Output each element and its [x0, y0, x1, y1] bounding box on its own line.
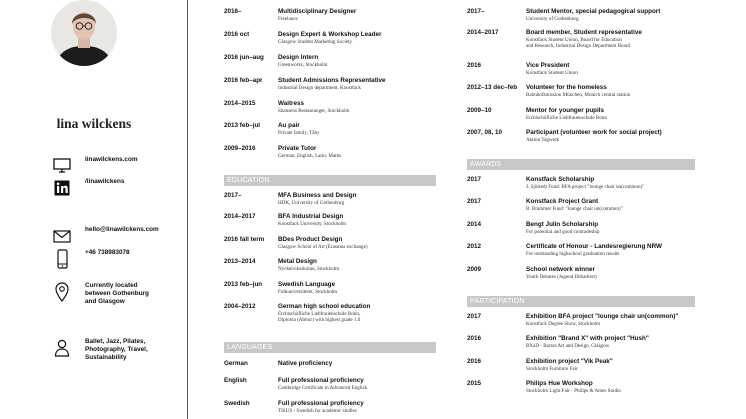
person-icon	[52, 338, 72, 358]
mail-icon	[52, 226, 72, 246]
entry-subtitle: Konstfack Degree Show, Stockholm	[526, 321, 601, 327]
section-heading: EDUCATION	[224, 175, 436, 186]
entry-date: 2016 jun–aug	[224, 54, 264, 61]
entry-date: 2014	[467, 221, 482, 228]
award-entry	[467, 176, 695, 190]
education-entry	[224, 192, 436, 206]
entry-title: Volunteer for the homeless	[526, 84, 607, 91]
experience-entry	[224, 54, 436, 68]
entry-subtitle: Konstfack Student Union, Board for Education and Research, Industrial Design Department Board	[526, 37, 631, 50]
entry-date: 2009–2016	[224, 145, 256, 152]
entry-title: Multidisciplinary Designer	[278, 8, 357, 15]
entry-title: Konstfack Project Grant	[526, 198, 599, 205]
entry-subtitle: Greenworks, Stockholm	[278, 62, 328, 68]
entry-subtitle: Glasgow School of Art (Erasmus exchange)	[278, 244, 368, 250]
entry-date: 2016 oct	[224, 31, 250, 38]
entry-subtitle: German, English, Latin, Maths	[278, 153, 342, 159]
monitor-icon	[52, 156, 72, 176]
entry-date: 2016	[467, 62, 482, 69]
phone-icon	[52, 249, 72, 269]
entry-date: 2014–2017	[467, 29, 499, 36]
award-entry	[467, 221, 695, 235]
entry-date: 2012	[467, 243, 482, 250]
entry-subtitle: For outstanding highschool graduation results	[526, 251, 620, 257]
contact-website[interactable]	[52, 156, 181, 176]
entry-date: 2016 fall term	[224, 236, 265, 243]
contact-interests-text: Ballet, Jazz, Pilates, Photography, Travel, Sustainability	[85, 338, 148, 361]
entry-subtitle: Youth Debates (Jugend Debattiert)	[526, 274, 597, 280]
engagement-entry	[467, 62, 695, 76]
participation-section	[467, 296, 695, 307]
entry-title: Student Admissions Representative	[278, 77, 386, 84]
contact-email[interactable]	[52, 226, 181, 246]
participation-entry	[467, 335, 695, 349]
entry-subtitle: Aktion Tagwerk	[526, 137, 560, 143]
entry-title: Vice President	[526, 62, 570, 69]
entry-title: Design Expert & Workshop Leader	[278, 31, 382, 38]
language-entry	[224, 377, 436, 391]
entry-subtitle: University of Gothenburg	[526, 16, 579, 22]
award-entry	[467, 198, 695, 212]
entry-date: 2016	[467, 335, 482, 342]
contact-phone[interactable]	[52, 249, 181, 269]
entry-title: BFA Industrial Design	[278, 213, 344, 220]
contact-linkedin-text: /linawilckens	[85, 178, 125, 185]
location-pin-icon	[52, 282, 72, 302]
entry-title: School network winner	[526, 266, 595, 273]
education-section	[224, 175, 436, 186]
entry-subtitle: Bahnhofsmission München, Munich central station	[526, 92, 631, 98]
awards-section	[467, 159, 695, 170]
entry-subtitle: Erzbischöfliche Liebfrauenschule Bonn	[526, 115, 607, 121]
contact-location	[52, 282, 181, 306]
section-heading: AWARDS	[467, 159, 695, 170]
entry-title: Private Tutor	[278, 145, 317, 152]
entry-title: German high school education	[278, 303, 371, 310]
contact-linkedin[interactable]	[52, 178, 181, 198]
entry-date: 2013–2014	[224, 258, 256, 265]
entry-subtitle: Freelance	[278, 16, 298, 22]
entry-title: Full professional proficiency	[278, 377, 364, 384]
award-entry	[467, 243, 695, 257]
entry-subtitle: Cambridge Certificate in Advanced English	[278, 385, 368, 391]
profile-sidebar	[0, 0, 188, 419]
entry-subtitle: HDK, University of Gothenburg	[278, 200, 345, 206]
entry-date: 2015	[467, 380, 482, 387]
entry-date: Swedish	[224, 400, 250, 407]
entry-title: Au pair	[278, 122, 300, 129]
entry-date: English	[224, 377, 247, 384]
entry-subtitle: Stockholm Light Fair - Philips & Ames Studio	[526, 388, 621, 394]
experience-entry	[224, 77, 436, 91]
entry-title: BDes Product Design	[278, 236, 343, 243]
engagement-entry	[467, 8, 695, 22]
entry-title: Design Intern	[278, 54, 319, 61]
award-entry	[467, 266, 695, 280]
education-entry	[224, 213, 436, 227]
entry-date: 2016 feb–apr	[224, 77, 263, 84]
entry-subtitle: Private family, Täby	[278, 130, 320, 136]
avatar	[51, 0, 117, 66]
entry-title: Certificate of Honour - Landesregierung NRW	[526, 243, 662, 250]
entry-title: Waitress	[278, 100, 305, 107]
entry-date: 2009	[467, 266, 482, 273]
entry-title: Exhibition BFA project "lounge chair un(common)"	[526, 313, 679, 320]
language-entry	[224, 400, 436, 414]
section-heading: LANGUAGES	[224, 342, 436, 353]
entry-date: German	[224, 360, 248, 367]
participation-entry	[467, 358, 695, 372]
entry-date: 2016	[467, 358, 482, 365]
engagement-entry	[467, 107, 695, 121]
entry-subtitle: Konstfack University, Stockholm	[278, 221, 347, 227]
entry-subtitle: BXaD - Barras Art and Design, Glasgow	[526, 343, 610, 349]
experience-entry	[224, 31, 436, 45]
education-entry	[224, 236, 436, 250]
entry-subtitle: Konstfack Student Union	[526, 70, 578, 76]
engagement-entry	[467, 129, 695, 143]
education-entry	[224, 281, 436, 295]
entry-subtitle: Nyckelviksskolan, Stockholm	[278, 266, 340, 272]
entry-date: 2007, 08, 10	[467, 129, 503, 136]
entry-date: 2009–10	[467, 107, 492, 114]
entry-date: 2004–2012	[224, 303, 256, 310]
experience-entry	[224, 145, 436, 159]
entry-date: 2013 feb–jul	[224, 122, 261, 129]
engagement-entry	[467, 29, 695, 50]
entry-title: Full professional proficiency	[278, 400, 364, 407]
entry-date: 2017	[467, 176, 482, 183]
contact-website-text: linawilckens.com	[85, 156, 138, 163]
engagement-entry	[467, 84, 695, 98]
contact-phone-text: +46 738983078	[85, 249, 130, 256]
entry-date: 2014–2017	[224, 213, 256, 220]
entry-title: Bengt Julin Scholarship	[526, 221, 599, 228]
entry-date: 2017	[467, 198, 482, 205]
entry-subtitle: Erzbischöfliche Liebfrauenschule Bonn, Diploma (Abitur) with highest grade 1.0	[278, 311, 361, 324]
participation-entry	[467, 313, 695, 327]
experience-entry	[224, 8, 436, 22]
entry-subtitle: B. Brammer Fund: "lounge chair un(common)"	[526, 206, 623, 212]
person-name: lina wilckens	[56, 116, 132, 131]
entry-title: Exhibition "Brand X" with project "Hush"	[526, 335, 649, 342]
entry-date: 2012–13 dec–feb	[467, 84, 518, 91]
entry-title: Philips Hue Workshop	[526, 380, 593, 387]
entry-subtitle: Stockholm Furniture Fair	[526, 366, 578, 372]
entry-subtitle: Skansens Restauranger, Stockholm	[278, 108, 350, 114]
entry-title: Student Mentor, special pedagogical support	[526, 8, 661, 15]
contact-location-text: Currently located between Gothenburg and Glasgow	[85, 282, 149, 305]
entry-title: Mentor for younger pupils	[526, 107, 605, 114]
entry-date: 2017	[467, 313, 482, 320]
languages-section	[224, 342, 436, 353]
entry-title: Konstfack Scholarship	[526, 176, 595, 183]
entry-subtitle: TISUS - Swedish for academic studies	[278, 408, 357, 414]
entry-subtitle: Folkuniversitetet, Stockholm	[278, 289, 338, 295]
entry-date: 2016–	[224, 8, 242, 15]
entry-title: Native proficiency	[278, 360, 333, 367]
entry-date: 2017–	[467, 8, 485, 15]
contact-interests	[52, 338, 181, 362]
entry-date: 2017–	[224, 192, 242, 199]
entry-title: Swedish Language	[278, 281, 336, 288]
entry-title: Metal Design	[278, 258, 317, 265]
entry-subtitle: Glasgow Student Marketing Society	[278, 39, 352, 45]
participation-entry	[467, 380, 695, 394]
entry-subtitle: For potential and good comradeship	[526, 229, 600, 235]
entry-title: Participant (volunteer work for social project)	[526, 129, 662, 136]
entry-date: 2014–2015	[224, 100, 256, 107]
experience-entry	[224, 122, 436, 136]
entry-date: 2013 feb–jun	[224, 281, 263, 288]
contact-email-text: hello@linawilckens.com	[85, 226, 159, 233]
entry-subtitle: J. Sjöstedt Fund: BFA project "lounge chair un(common)"	[526, 184, 645, 190]
entry-title: Board member, Student representative	[526, 29, 642, 36]
linkedin-icon	[52, 178, 72, 198]
entry-title: MFA Business and Design	[278, 192, 357, 199]
section-heading: PARTICIPATION	[467, 296, 695, 307]
experience-entry	[224, 100, 436, 114]
entry-subtitle: Industrial Design department, Konstfack	[278, 85, 361, 91]
entry-title: Exhibition project "Vik Peak"	[526, 358, 613, 365]
education-entry	[224, 303, 436, 324]
education-entry	[224, 258, 436, 272]
language-entry	[224, 360, 436, 368]
